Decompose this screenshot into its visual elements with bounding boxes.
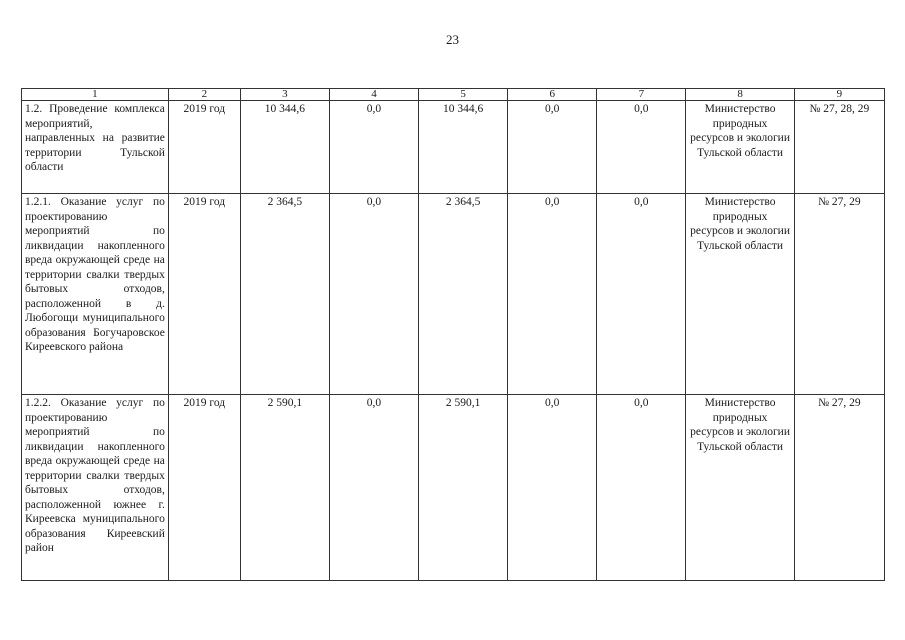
column-header-2: 2 (168, 89, 240, 101)
value-cell-4: 0,0 (329, 395, 418, 581)
value-cell-5: 10 344,6 (419, 101, 508, 194)
column-header-8: 8 (686, 89, 794, 101)
column-header-3: 3 (240, 89, 329, 101)
year-cell: 2019 год (168, 101, 240, 194)
value-cell-6: 0,0 (508, 194, 597, 395)
total-cell: 10 344,6 (240, 101, 329, 194)
total-cell: 2 364,5 (240, 194, 329, 395)
year-cell: 2019 год (168, 395, 240, 581)
column-header-1: 1 (22, 89, 169, 101)
measure-name-cell: 1.2. Проведение комплекса мероприятий, направленных на развитие территории Тульской области (22, 101, 169, 194)
reference-cell: № 27, 29 (794, 194, 884, 395)
page-number: 23 (446, 32, 459, 47)
column-header-4: 4 (329, 89, 418, 101)
reference-cell: № 27, 29 (794, 395, 884, 581)
reference-cell: № 27, 28, 29 (794, 101, 884, 194)
column-header-6: 6 (508, 89, 597, 101)
column-header-5: 5 (419, 89, 508, 101)
executor-cell: Министерство природных ресурсов и экологии Тульской области (686, 395, 794, 581)
executor-cell: Министерство природных ресурсов и экологии Тульской области (686, 194, 794, 395)
measure-name-cell: 1.2.2. Оказание услуг по проектированию мероприятий по ликвидации накопленного вреда окружающей среде на территории свалки твердых бытовых отходов, расположенной южнее г. Киреевска муниципального образования Киреевский район (22, 395, 169, 581)
column-header-7: 7 (597, 89, 686, 101)
table-row (22, 395, 885, 581)
value-cell-5: 2 590,1 (419, 395, 508, 581)
value-cell-7: 0,0 (597, 101, 686, 194)
column-header-9: 9 (794, 89, 884, 101)
value-cell-7: 0,0 (597, 395, 686, 581)
year-cell: 2019 год (168, 194, 240, 395)
executor-cell: Министерство природных ресурсов и экологии Тульской области (686, 101, 794, 194)
value-cell-6: 0,0 (508, 395, 597, 581)
measures-table (21, 88, 885, 581)
value-cell-5: 2 364,5 (419, 194, 508, 395)
measure-name-cell: 1.2.1. Оказание услуг по проектированию мероприятий по ликвидации накопленного вреда окружающей среде на территории свалки твердых бытовых отходов, расположенной в д. Любогощи муниципального образования Богучаровское Киреевского района (22, 194, 169, 395)
table-row (22, 101, 885, 194)
value-cell-7: 0,0 (597, 194, 686, 395)
value-cell-6: 0,0 (508, 101, 597, 194)
total-cell: 2 590,1 (240, 395, 329, 581)
table-header-row (22, 89, 885, 101)
table-row (22, 194, 885, 395)
value-cell-4: 0,0 (329, 194, 418, 395)
value-cell-4: 0,0 (329, 101, 418, 194)
